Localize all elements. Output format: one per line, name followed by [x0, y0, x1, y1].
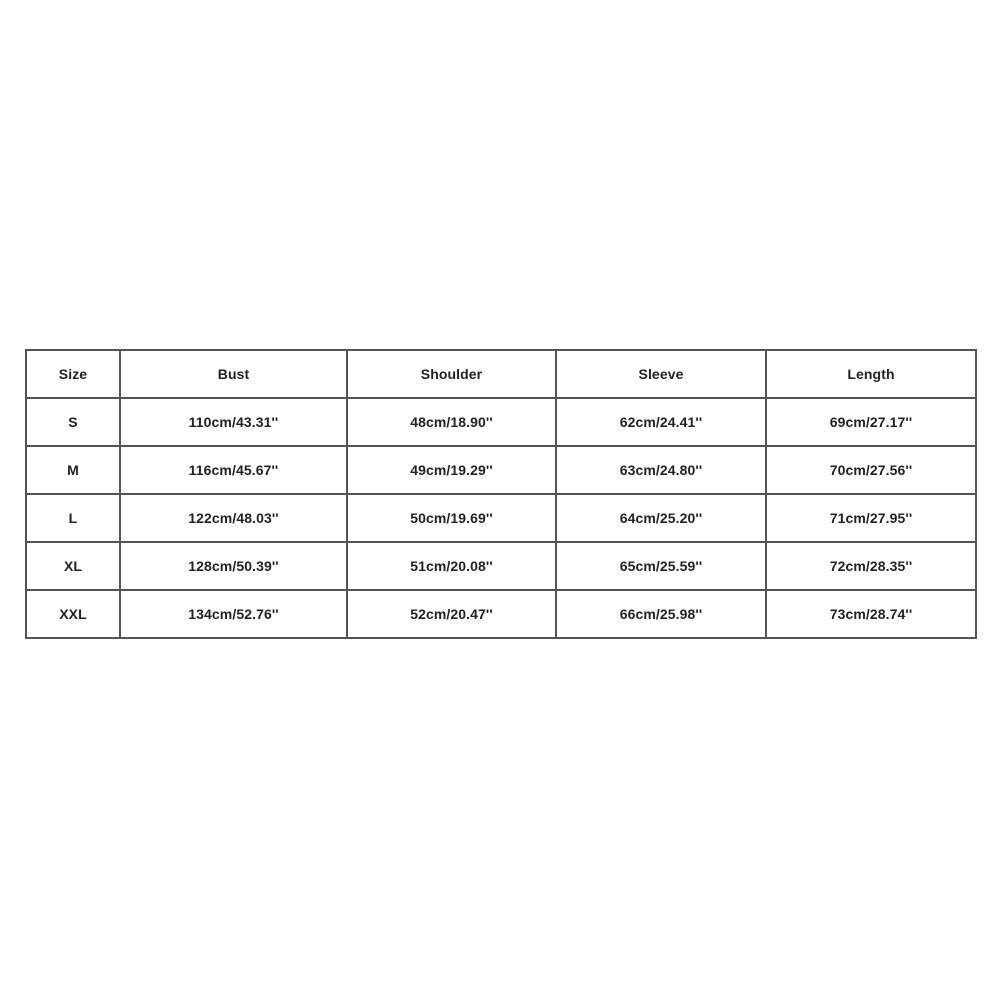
- header-size: Size: [26, 350, 120, 398]
- cell-sleeve: 64cm/25.20'': [556, 494, 766, 542]
- cell-length: 69cm/27.17'': [766, 398, 976, 446]
- table-header-row: [26, 350, 976, 398]
- cell-size: XL: [26, 542, 120, 590]
- cell-sleeve: 66cm/25.98'': [556, 590, 766, 638]
- cell-length: 71cm/27.95'': [766, 494, 976, 542]
- table-row: [26, 398, 976, 446]
- cell-length: 70cm/27.56'': [766, 446, 976, 494]
- header-shoulder: Shoulder: [347, 350, 556, 398]
- cell-bust: 116cm/45.67'': [120, 446, 347, 494]
- cell-bust: 122cm/48.03'': [120, 494, 347, 542]
- cell-size: L: [26, 494, 120, 542]
- cell-shoulder: 48cm/18.90'': [347, 398, 556, 446]
- cell-sleeve: 65cm/25.59'': [556, 542, 766, 590]
- table-row: [26, 542, 976, 590]
- cell-size: XXL: [26, 590, 120, 638]
- cell-length: 73cm/28.74'': [766, 590, 976, 638]
- header-bust: Bust: [120, 350, 347, 398]
- cell-sleeve: 63cm/24.80'': [556, 446, 766, 494]
- header-length: Length: [766, 350, 976, 398]
- cell-bust: 134cm/52.76'': [120, 590, 347, 638]
- cell-shoulder: 51cm/20.08'': [347, 542, 556, 590]
- cell-shoulder: 50cm/19.69'': [347, 494, 556, 542]
- cell-shoulder: 52cm/20.47'': [347, 590, 556, 638]
- size-chart-table: [25, 349, 977, 639]
- cell-shoulder: 49cm/19.29'': [347, 446, 556, 494]
- table-row: [26, 494, 976, 542]
- table-row: [26, 590, 976, 638]
- cell-length: 72cm/28.35'': [766, 542, 976, 590]
- cell-bust: 110cm/43.31'': [120, 398, 347, 446]
- cell-size: S: [26, 398, 120, 446]
- table-row: [26, 446, 976, 494]
- cell-sleeve: 62cm/24.41'': [556, 398, 766, 446]
- cell-size: M: [26, 446, 120, 494]
- cell-bust: 128cm/50.39'': [120, 542, 347, 590]
- header-sleeve: Sleeve: [556, 350, 766, 398]
